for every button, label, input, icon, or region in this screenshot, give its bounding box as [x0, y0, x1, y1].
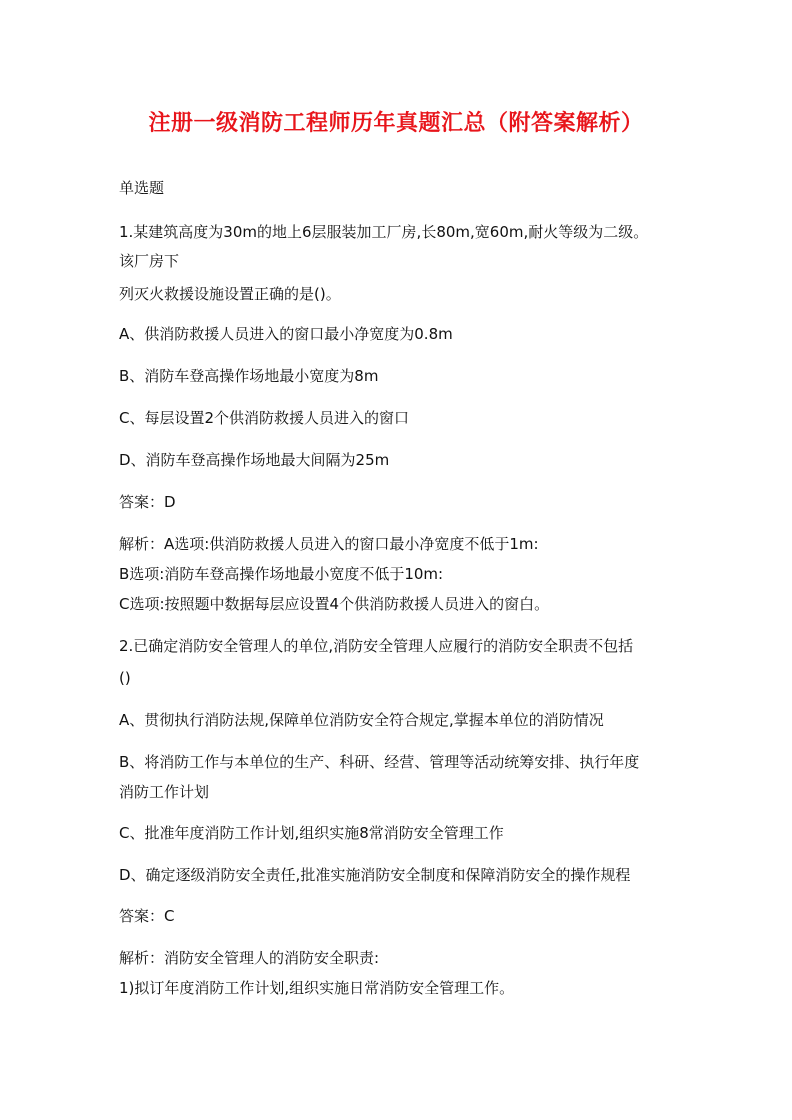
- option-c: C、每层设置2个供消防救援人员进入的窗口: [119, 409, 410, 427]
- analysis: 解析：A选项:供消防救援人员进入的窗口最小净宽度不低于1m:: [119, 535, 539, 553]
- option-d: D、确定逐级消防安全责任,批准实施消防安全制度和保障消防安全的操作规程: [119, 866, 631, 884]
- option-a: A、贯彻执行消防法规,保障单位消防安全符合规定,掌握本单位的消防情况: [119, 711, 604, 729]
- question-stem: 列灭火救援设施设置正确的是()。: [119, 285, 341, 303]
- analysis: B选项:消防车登高操作场地最小宽度不低于10m:: [119, 565, 444, 583]
- option-c: C、批准年度消防工作计划,组织实施8常消防安全管理工作: [119, 824, 504, 842]
- option-b-continued: 消防工作计划: [119, 783, 210, 801]
- option-b: B、将消防工作与本单位的生产、科研、经营、管理等活动统筹安排、执行年度: [119, 753, 640, 771]
- option-a: A、供消防救援人员进入的窗口最小净宽度为0.8m: [119, 325, 453, 343]
- analysis: 1)拟订年度消防工作计划,组织实施日常消防安全管理工作。: [119, 979, 515, 997]
- question-stem: 2.已确定消防安全管理人的单位,消防安全管理人应履行的消防安全职责不包括: [119, 637, 634, 655]
- option-d: D、消防车登高操作场地最大间隔为25m: [119, 451, 390, 469]
- answer: 答案：D: [119, 493, 176, 511]
- analysis: C选项:按照题中数据每层应设置4个供消防救援人员进入的窗白。: [119, 595, 550, 613]
- document-title: 注册一级消防工程师历年真题汇总（附答案解析）: [148, 111, 644, 136]
- option-b: B、消防车登高操作场地最小宽度为8m: [119, 367, 379, 385]
- question-stem: 该厂房下: [119, 252, 180, 270]
- question-stem: 1.某建筑高度为30m的地上6层服装加工厂房,长80m,宽60m,耐火等级为二级。: [119, 223, 649, 241]
- answer: 答案：C: [119, 907, 175, 925]
- question-stem: (): [119, 669, 131, 687]
- section-heading: 单选题: [119, 179, 165, 197]
- analysis: 解析：消防安全管理人的消防安全职责:: [119, 949, 380, 967]
